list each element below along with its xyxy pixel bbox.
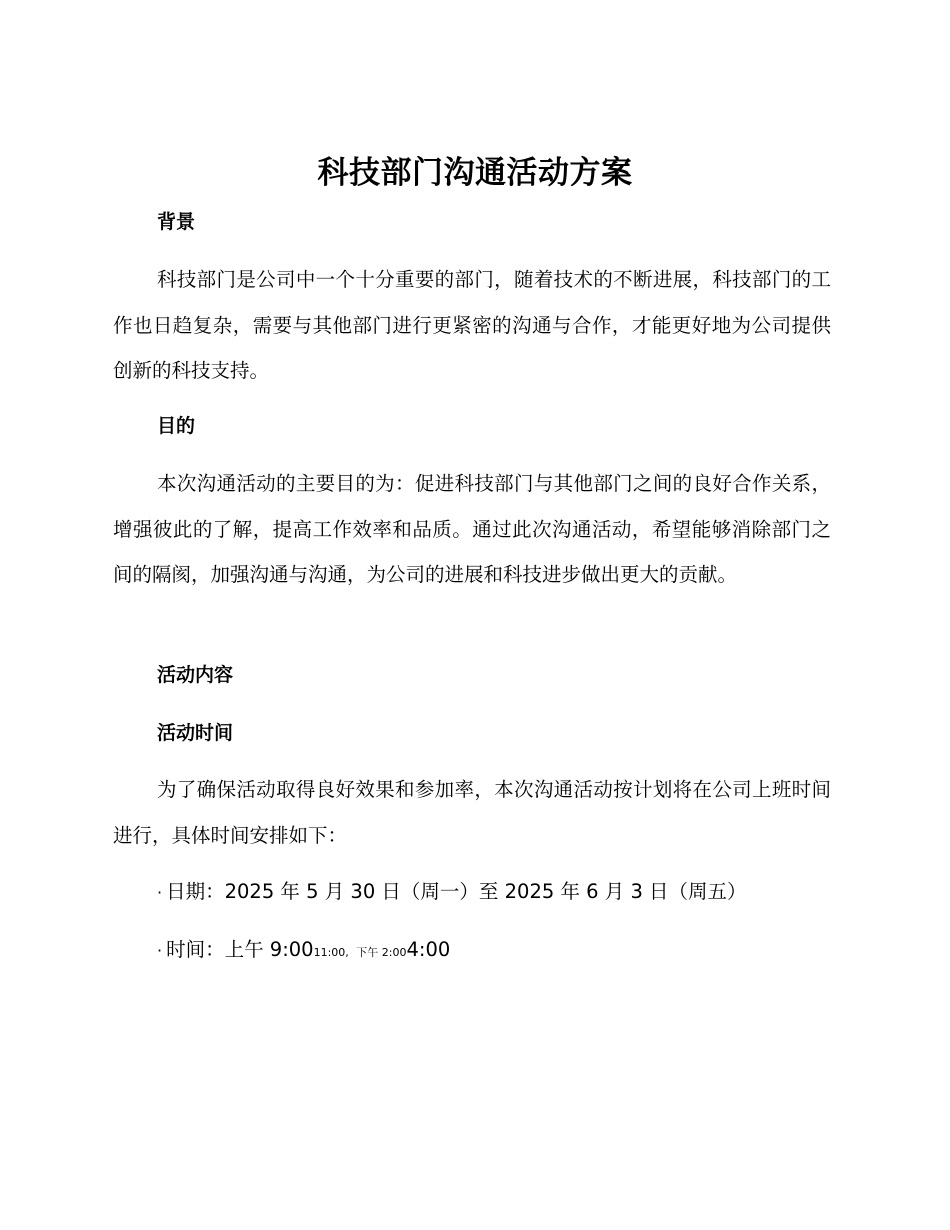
time-list-item xyxy=(157,935,450,968)
date-list-item xyxy=(157,877,747,908)
time-paragraph: 为了确保活动取得良好效果和参加率，本次沟通活动按计划将在公司上班时间进行，具体时间安排如下： xyxy=(113,778,831,847)
section-heading-content: 活动内容 xyxy=(157,664,234,686)
document-title: 科技部门沟通活动方案 xyxy=(317,155,633,191)
time-item-small-afternoon-start: 下午 2:00 xyxy=(356,946,407,959)
date-item-text: 日期：2025 年 5 月 30 日（周一）至 2025 年 6 月 3 日（周五） xyxy=(166,880,747,903)
section-heading-time: 活动时间 xyxy=(157,722,234,744)
time-item-prefix: 时间：上午 9:00 xyxy=(166,938,314,961)
time-item-small-morning-end: 11:00, xyxy=(313,946,349,959)
bullet-marker: · xyxy=(157,883,163,902)
bullet-marker: · xyxy=(157,941,163,960)
background-paragraph: 科技部门是公司中一个十分重要的部门，随着技术的不断进展，科技部门的工作也日趋复杂，需要与其他部门进行更紧密的沟通与合作，才能更好地为公司提供创新的科技支持。 xyxy=(113,268,831,382)
purpose-paragraph: 本次沟通活动的主要目的为：促进科技部门与其他部门之间的良好合作关系，增强彼此的了解，提高工作效率和品质。通过此次沟通活动，希望能够消除部门之间的隔阂，加强沟通与沟通，为公司的进展和科技进步做出更大的贡献。 xyxy=(113,472,831,586)
section-heading-purpose: 目的 xyxy=(157,415,196,437)
time-item-suffix: 4:00 xyxy=(406,938,451,961)
section-heading-background: 背景 xyxy=(157,211,196,233)
